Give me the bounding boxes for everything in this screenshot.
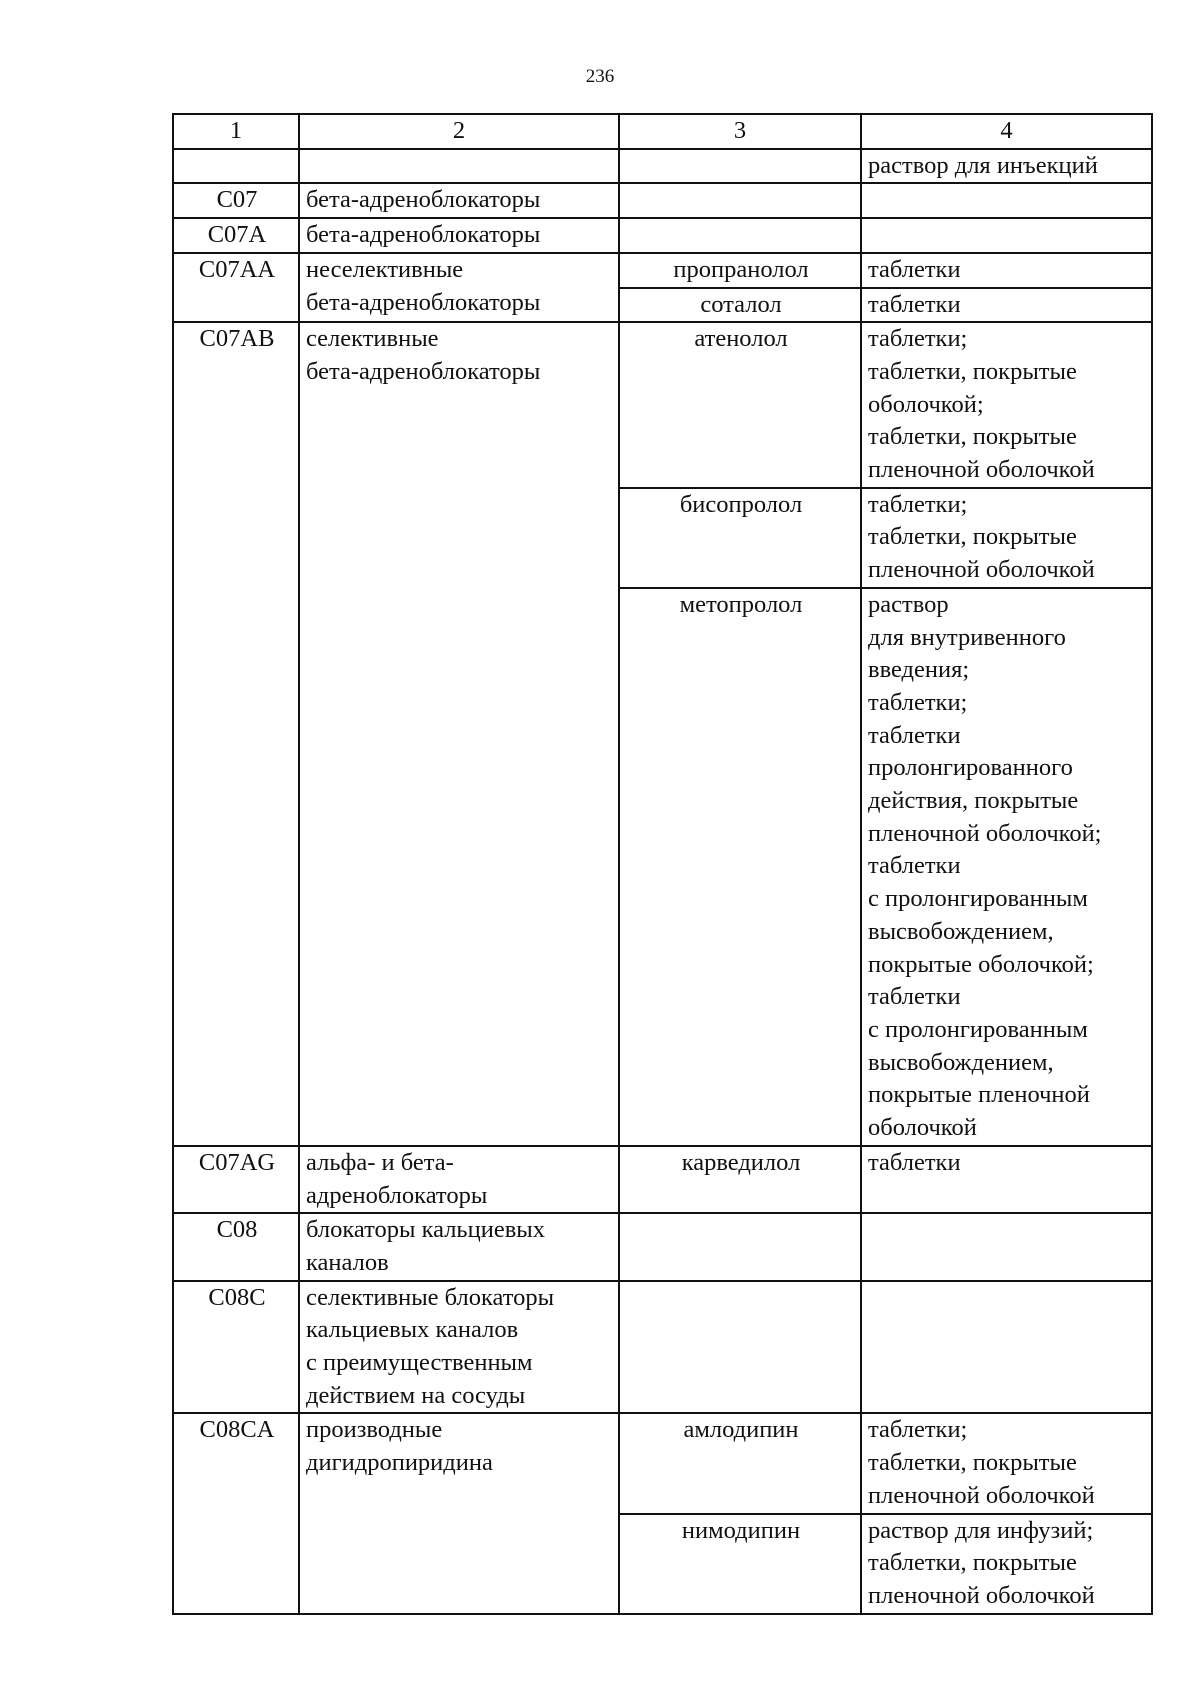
dosage-forms-cell: раствор для инъекций [861,149,1152,184]
drug-name-cell: пропранолол [619,253,861,288]
group-name-cell: производные дигидропиридина [299,1413,619,1613]
dosage-forms-cell: таблетки; таблетки, покрытые пленочной оболочкой [861,488,1152,588]
group-name-cell: неселективные бета-адреноблокаторы [299,253,619,322]
drug-name-cell [619,218,861,253]
table-row [173,1213,1152,1280]
drug-name-cell: нимодипин [619,1514,861,1614]
table-row [173,253,1152,288]
group-name-cell: селективные бета-адреноблокаторы [299,322,619,1146]
dosage-forms-cell [861,1281,1152,1414]
dosage-forms-cell: таблетки; таблетки, покрытые пленочной оболочкой [861,1413,1152,1513]
group-name-cell [299,149,619,184]
group-name-cell: селективные блокаторы кальциевых каналов с преимущественным действием на сосуды [299,1281,619,1414]
header-cell: 1 [173,114,299,149]
table-row [173,218,1152,253]
header-cell: 4 [861,114,1152,149]
dosage-forms-cell: таблетки [861,288,1152,323]
group-name-cell: альфа- и бета- адреноблокаторы [299,1146,619,1213]
atc-code-cell: C07AA [173,253,299,322]
group-name-cell: блокаторы кальциевых каналов [299,1213,619,1280]
dosage-forms-cell [861,183,1152,218]
group-name-cell: бета-адреноблокаторы [299,183,619,218]
dosage-forms-cell: таблетки [861,253,1152,288]
atc-code-cell: C07AB [173,322,299,1146]
drug-name-cell: амлодипин [619,1413,861,1513]
atc-code-cell: C08C [173,1281,299,1414]
header-cell: 3 [619,114,861,149]
drug-name-cell: атенолол [619,322,861,488]
drug-name-cell: метопролол [619,588,861,1146]
drug-name-cell: карведилол [619,1146,861,1213]
dosage-forms-cell [861,1213,1152,1280]
atc-code-cell: C07AG [173,1146,299,1213]
group-name-cell: бета-адреноблокаторы [299,218,619,253]
atc-code-cell [173,149,299,184]
atc-code-cell: C08CA [173,1413,299,1613]
drug-name-cell: соталол [619,288,861,323]
drug-name-cell [619,149,861,184]
drug-name-cell [619,183,861,218]
atc-code-cell: C07 [173,183,299,218]
drug-name-cell [619,1213,861,1280]
header-cell: 2 [299,114,619,149]
dosage-forms-cell: раствор для внутривенного введения; таблетки; таблетки пролонгированного действия, покрытые пленочной оболочкой; таблетки с пролонгированным высвобождением, покрытые оболочкой; таблетки с пролонгированным высвобождением, покрытые пленочной оболочкой [861,588,1152,1146]
table-header-row [173,114,1152,149]
drug-name-cell [619,1281,861,1414]
atc-code-cell: C07A [173,218,299,253]
table-row [173,1281,1152,1414]
drug-classification-table [172,113,1153,1615]
dosage-forms-cell [861,218,1152,253]
dosage-forms-cell: таблетки; таблетки, покрытые оболочкой; таблетки, покрытые пленочной оболочкой [861,322,1152,488]
table-row [173,1146,1152,1213]
table-row [173,1413,1152,1513]
drug-name-cell: бисопролол [619,488,861,588]
dosage-forms-cell: раствор для инфузий; таблетки, покрытые пленочной оболочкой [861,1514,1152,1614]
dosage-forms-cell: таблетки [861,1146,1152,1213]
table-row [173,149,1152,184]
atc-code-cell: C08 [173,1213,299,1280]
page-number: 236 [585,66,615,87]
table-row [173,322,1152,488]
table-row [173,183,1152,218]
